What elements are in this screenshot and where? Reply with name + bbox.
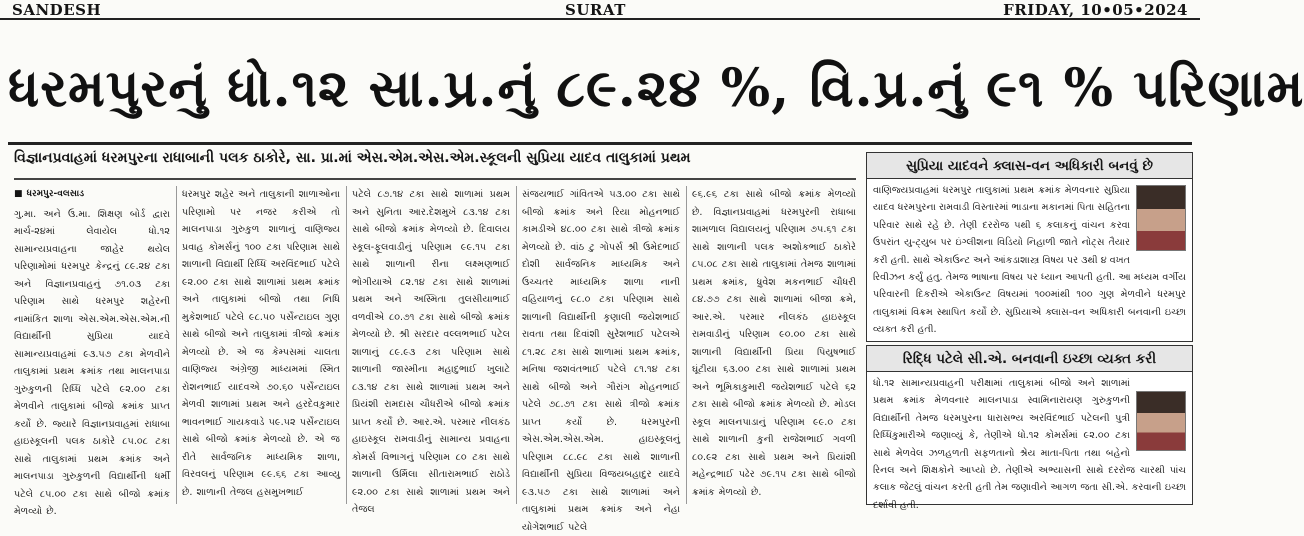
- column-text: સંજયભાઈ ગાંવિતએ ૫૩.૦૦ ટકા સાથે બીજો ક્રમાંક અને રિયા મોહનભાઈ કામડીએ ૪૮.૦૦ ટકા સાથે ત્રીજો ક્રમાંક મેળવ્યો છે. વાંઠ ટુ ગોપર્સ શ્રી ઉમેદભાઈ દોશી સાર્વજનિક માધ્યમિક અને ઉચ્ચતર માધ્યમિક શાળા નાની વહિયાળનું ૯૮.૦ ટકા પરિણામ સાથે શાળાની વિદ્યાર્થીની કૃણાલી જયેશભાઈ રાવતા તથા દિવાંશી સુરેશભાઈ પટેલએ ૮૧.૨૮ ટકા સાથે શાળામાં પ્રથમ ક્રમાંક, મનિષા જશવંતભાઈ પટેલે ૮૧.૧૪ ટકા સાથે બીજો અને ગૌરાંગ મોહનભાઈ પટેલે ૭૮.૭૧ ટકા સાથે ત્રીજો ક્રમાંક પ્રાપ્ત કર્યો છે. ધરમપુરની એસ.એમ.એસ.એમ. હાઇસ્કૂલનું પરિણામ ૮૮.૯૮ ટકા સાથે શાળાની વિદ્યાર્થીની સુપ્રિયા વિજયબહાદુર યાદવે ૯૩.૫૭ ટકા સાથે શાળામાં અને તાલુકામાં પ્રથમ ક્રમાંક અને નેહા યોગેશભાઈ પટેલે: [522, 189, 680, 533]
- headline: ધરમપુરનું ધો.૧૨ સા.પ્ર.નું ૮૯.૨૪ %, વિ.પ્ર.નું ૯૧ % પરિણામ: [8, 58, 1304, 119]
- edition-city: SURAT: [565, 1, 626, 19]
- article-column-5: [692, 186, 856, 506]
- sidebar-box-supriya: [866, 152, 1193, 342]
- portrait-photo: [1136, 185, 1186, 251]
- column-text: ધરમપુર શહેર અને તાલુકાની શાળાઓના પરિણામો પર નજર કરીએ તો માલનપાડા ગુરુકુળ શાળાનું વાણિજ્ય પ્રવાહ કોમર્સનું ૧૦૦ ટકા પરિણામ સાથે શાળાની વિદ્યાર્થી રિધ્ધિ અરવિંદભાઈ પટેલે ૯૨.૦૦ ટકા સાથે શાળામાં પ્રથમ ક્રમાંક અને તાલુકામાં બીજો તથા નિધિ મુકેશભાઈ પટેલે ૯૮.૫૦ પર્સેન્ટાઇલ ગુણ સાથે બીજો અને તાલુકામાં ત્રીજો ક્રમાંક મેળવ્યો છે. એ જ કેમ્પસમાં ચાલતા વાણિજ્ય અંગ્રેજી માધ્યમમાં સ્મિત રોશનભાઈ યાદવએ ૭૦.૬૦ પર્સેન્ટાઇલ મેળવી શાળામાં પ્રથમ અને હરદેવકુમાર ભાવનભાઈ ગાયકવાડે ૫૯.૫૨ પર્સેન્ટાઇલ સાથે બીજો ક્રમાંક મેળવ્યો છે. એ જ રીતે સાર્વજનિક માધ્યમિક શાળા, વિરવલનું પરિણામ ૯૯.૬૬ ટકા આવ્યુ છે. શાળાની તેજલ હસમુખભાઈ: [182, 189, 340, 498]
- headline-divider: [8, 142, 1192, 145]
- sidebar-box-text: વાણિજ્યપ્રવાહમાં ધરમપુર તાલુકામાં પ્રથમ ક્રમાંક મેળવનાર સુપ્રિયા યાદવ ધરમપુરના રામવાડી વિસ્તારમાં ભાડાના મકાનમાં પિતા સહિતના પરિવાર સાથે રહે છે. તેણી દરરોજ ૫થી ૬ કલાકનું વાંચન કરવા ઉપરાંત યુ-ટ્યુબ પર ઇંગ્લીશના વિડિયો નિહાળી જાતે નોટ્સ તૈયાર કરી હતી. સાથે એકાઉન્ટ અને આંકડાશાસ્ત્ર વિષય પર ૩થી ૪ વખત રિવીઝન કર્યું હતુ. તેમજ ભાષાના વિષય પર ધ્યાન આપતી હતી. આ મધ્યમ વર્ગીય પરિવારની દિકરીએ એકાઉન્ટ વિષયમાં ૧૦૦માંથી ૧૦૦ ગુણ મેળવીને ધરમપુર તાલુકામાં વિક્રમ સ્થાપિત કર્યો છે. સુપ્રિયાએ ક્લાસ-વન અધિકારી બનવાની ઇચ્છા વ્યક્ત કરી હતી.: [873, 185, 1186, 336]
- column-text: પટેલે ૮૭.૧૪ ટકા સાથે શાળામાં પ્રથમ અને સુનિતા આર.દેશમુખે ૮૩.૧૪ ટકા સાથે બીજો ક્રમાંક મેળવ્યો છે. દિવાલય સ્કૂલ-ફૂલવાડીનું પરિણામ ૯૯.૧૫ ટકા સાથે શાળાની રીના લક્ષ્મણભાઈ ભોગીયાએ ૮૨.૧૪ ટકા સાથે શાળામાં પ્રથમ અને અસ્મિતા તુલસીયાભાઈ વળવીએ ૮૦.૭૧ ટકા સાથે બીજો ક્રમાંક મેળવ્યો છે. શ્રી સરદાર વલ્લભભાઈ પટેલ શાળાનું ૮૯.૯૩ ટકા પરિણામ સાથે શાળાની જાસ્મીના મહાદુભાઈ ખુલાટે ૮૩.૧૪ ટકા સાથે શાળામાં પ્રથમ અને પ્રિયંશી રામદાસ ચૌધરીએ બીજો ક્રમાંક પ્રાપ્ત કર્યો છે. આર.એ. પરમાર નીલકંઠ હાઇસ્કૂલ રામવાડીનું સામાન્ય પ્રવાહના કોમર્સ વિભાગનું પરિણામ ૮૦ ટકા સાથે શાળાની ઉર્મિલા સીતારામભાઈ રાઠોડે ૯૨.૦૦ ટકા સાથે શાળામાં પ્રથમ અને તેજલ: [352, 189, 510, 515]
- sidebar-box-body: [867, 179, 1192, 342]
- portrait-photo: [1136, 391, 1186, 451]
- column-text: ૯૬.૯૬ ટકા સાથે બીજો ક્રમાંક મેળવ્યો છે. વિજ્ઞાનપ્રવાહમાં ધરમપુરની રાધાબા શામળાલ વિદ્યાલયનું પરિણામ ૭૫.૬૧ ટકા સાથે શાળાની પલક અશોકભાઈ ઠાકોરે ૮૫.૦૮ ટકા સાથે તાલુકામાં તેમજ શાળામાં પ્રથમ ક્રમાંક, ધ્રુવેશ મકનભાઈ ચૌધરી ૮૪.૭૭ ટકા સાથે શાળામાં બીજા ક્રમે, આર.એ. પરમાર નીલકંઠ હાઇસ્કૂલ રામવાડીનું પરિણામ ૯૦.૦૦ ટકા સાથે શાળાની વિદ્યાર્થીની પ્રિયા પિયુષભાઈ ઘૂંટીયા ૬૩.૦૦ ટકા સાથે શાળામાં પ્રથમ અને ભૂમિકાકુમારી જયેશભાઈ પટેલે ૬૨ ટકા સાથે બીજો ક્રમાંક મેળવ્યો છે. મોડલ સ્કૂલ માલનપાડાનું પરિણામ ૯૯.૦ ટકા સાથે શાળાની કુની રાજેશભાઈ ગવળી ૮૦.૯૨ ટકા સાથે પ્રથમ અને પ્રિયાંશી મહેન્દ્રભાઈ પઢેર ૭૯.૧૫ ટકા સાથે બીજો ક્રમાંક મેળવ્યો છે.: [692, 189, 856, 498]
- article-column-4: [522, 186, 680, 533]
- column-divider: [516, 186, 517, 504]
- column-text: ગુ.મા. અને ઉ.મા. શિક્ષણ બોર્ડ દ્વારા માર્ચ-૨૪માં લેવાયેલ ધો.૧૨ સામાન્યપ્રવાહના જાહેર થયેલ પરિણામોમાં ધરમપુર કેન્દ્રનું ૮૯.૨૪ ટકા અને વિજ્ઞાનપ્રવાહનું ૭૧.૦૩ ટકા પરિણામ સાથે ધરમપુર શહેરની નામાંકિત શાળા એસ.એમ.એસ.એમ.ની વિદ્યાર્થીની સુપ્રિયા યાદવે સામાન્યપ્રવાહમાં ૯૩.૫૭ ટકા મેળવીને તાલુકામાં પ્રથમ ક્રમાંક તથા માલનપાડા ગુરુકુળની રિધ્ધિ પટેલે ૯૨.૦૦ ટકા મેળવીને તાલુકામાં બીજો ક્રમાંક પ્રાપ્ત કર્યો છે. જ્યારે વિજ્ઞાનપ્રવાહમાં રાધાબા હાઇસ્કૂલની પલક ઠાકોરે ૮૫.૦૮ ટકા સાથે તાલુકામાં પ્રથમ ક્રમાંક અને માલનપાડા ગુરુકુળની વિદ્યાર્થીની ધર્મી પટેલે ૮૫.૦૦ ટકા સાથે બીજો ક્રમાંક મેળવ્યો છે.: [14, 208, 170, 517]
- subheadline: વિજ્ઞાનપ્રવાહમાં ધરમપુરના રાધાબાની પલક ઠાકોરે, સા. પ્રા.માં એસ.એમ.એસ.એમ.સ્કૂલની સુપ્રિયા યાદવ તાલુકામાં પ્રથમ: [14, 150, 691, 166]
- dateline: ■ ધરમપુર-વલસાડ: [14, 189, 85, 199]
- article-column-2: [182, 186, 340, 506]
- sidebar-box-body: [867, 372, 1192, 517]
- column-divider: [686, 186, 687, 504]
- article-column-1: [14, 186, 170, 517]
- article-column-3: [352, 186, 510, 515]
- sidebar-box-title: રિદ્ધિ પટેલે સી.એ. બનવાની ઇચ્છા વ્યક્ત કરી: [867, 346, 1192, 372]
- sidebar-box-text: ધો.૧૨ સામાન્યપ્રવાહની પરીક્ષામાં તાલુકામાં બીજો અને શાળામાં પ્રથમ ક્રમાંક મેળવનાર માલનપાડા સ્વામિનારાયણ ગુરુકુળની વિદ્યાર્થીની તેમજ ધરમપુરના ધારાસભ્ય અરવિંદભાઈ પટેલની પુત્રી રિધ્ધિકુમારીએ જણાવ્યું કે, તેણીએ ધો.૧૨ કોમર્સમાં ૯૨.૦૦ ટકા સાથે મેળવેલ ઝળહળતી સફળતાનો શ્રેય માતા-પિતા તથા બહેનો રિનલ અને શિક્ષકોને આપ્યો છે. તેણીએ અભ્યાસની સાથે દરરોજ ચારથી પાંચ કલાક જેટલું વાંચન કરતી હતી તેમ જણાવીને આગળ જતા સી.એ. કરવાની ઇચ્છા દર્શાવી હતી.: [873, 378, 1186, 511]
- masthead: [0, 0, 1200, 20]
- issue-date: FRIDAY, 10•05•2024: [1003, 1, 1188, 19]
- sidebar-box-title: સુપ્રિયા યાદવને ક્લાસ-વન અધિકારી બનવું છે: [867, 153, 1192, 179]
- newspaper-name: SANDESH: [12, 1, 102, 19]
- sidebar-box-riddhi: [866, 345, 1193, 511]
- column-divider: [346, 186, 347, 504]
- column-divider: [176, 186, 177, 504]
- subheadline-divider: [14, 178, 856, 180]
